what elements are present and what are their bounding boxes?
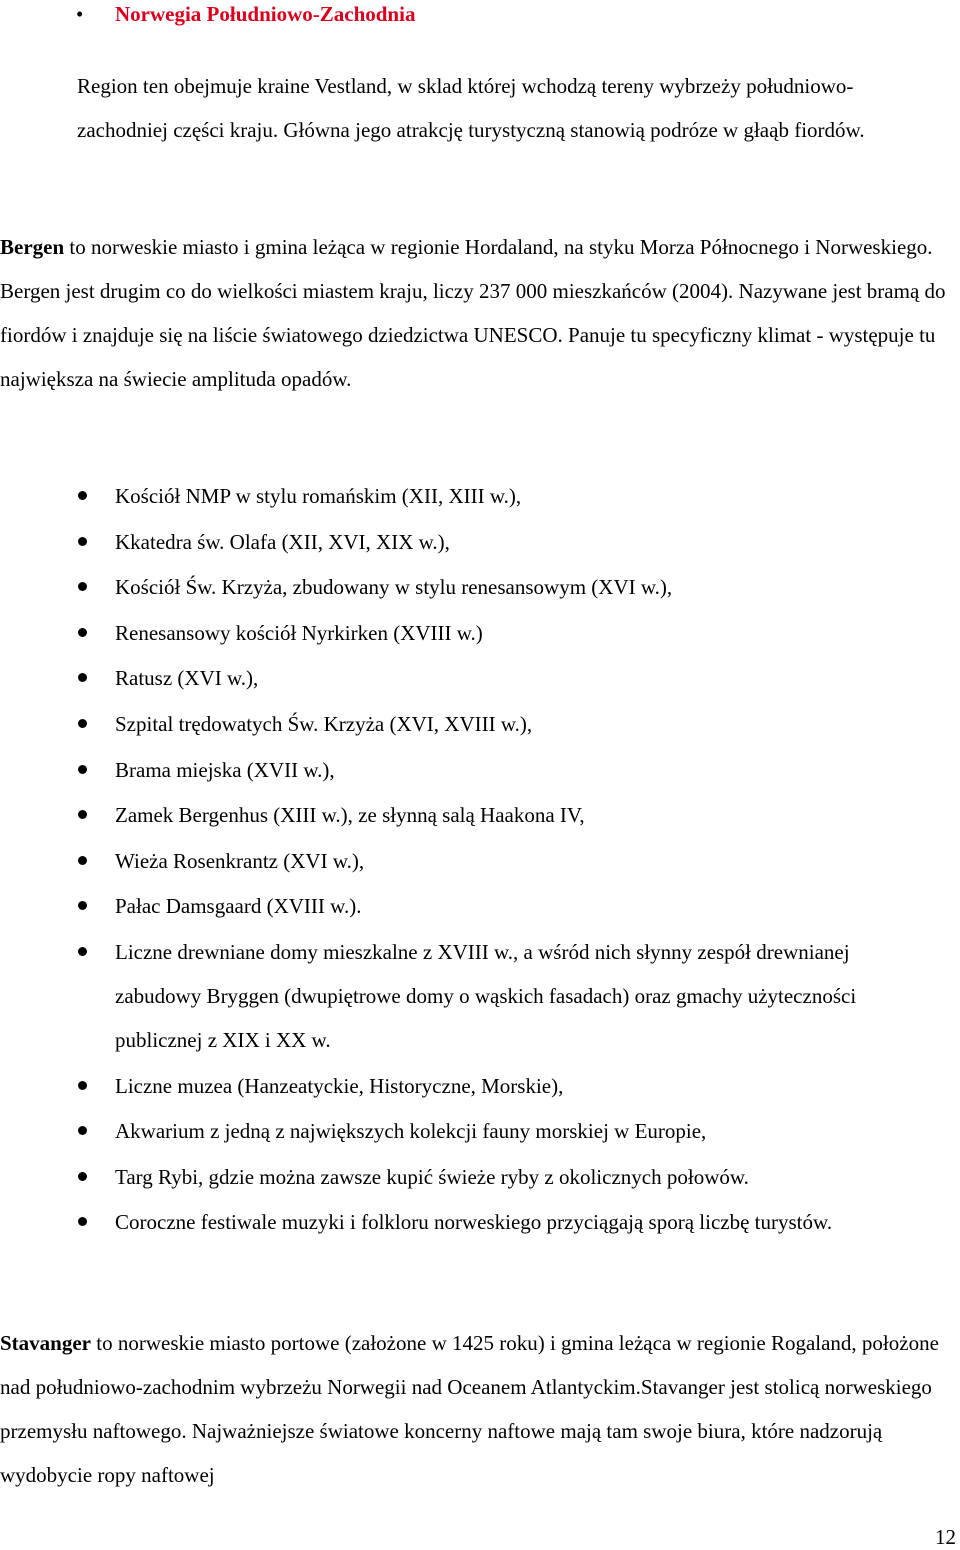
list-item: Coroczne festiwale muzyki i folkloru norweskiego przyciągają sporą liczbę turystów. — [0, 1200, 960, 1244]
bullet-icon — [78, 901, 87, 910]
list-item: Szpital trędowatych Św. Krzyża (XVI, XVIII w.), — [0, 702, 960, 746]
bullet-icon — [78, 1126, 87, 1135]
bergen-name: Bergen — [0, 235, 65, 259]
stavanger-name: Stavanger — [0, 1331, 91, 1355]
list-item: Zamek Bergenhus (XIII w.), ze słynną salą Haakona IV, — [0, 793, 960, 837]
list-item: Liczne muzea (Hanzeatyckie, Historyczne, Morskie), — [0, 1064, 960, 1108]
list-item: Kościół NMP w stylu romańskim (XII, XIII w.), — [0, 474, 960, 518]
bullet-icon — [78, 856, 87, 865]
bullet-icon — [78, 537, 87, 546]
bullet-icon — [78, 719, 87, 728]
list-item: Kkatedra św. Olafa (XII, XVI, XIX w.), — [0, 520, 960, 564]
bullet-icon — [78, 765, 87, 774]
bullet-icon — [78, 1081, 87, 1090]
list-item: Kościół Św. Krzyża, zbudowany w stylu renesansowym (XVI w.), — [0, 565, 960, 609]
bullet-icon — [78, 491, 87, 500]
page-number: 12 — [935, 1525, 956, 1549]
bullet-icon — [78, 810, 87, 819]
bergen-paragraph — [0, 225, 958, 401]
list-item: Liczne drewniane domy mieszkalne z XVIII w., a wśród nich słynny zespół drewnianej zabudowy Bryggen (dwupiętrowe domy o wąskich fasadach) oraz gmachy użyteczności publicznej z XIX i XX w. — [0, 930, 960, 1062]
list-item: Brama miejska (XVII w.), — [0, 748, 960, 792]
bullet-icon: • — [76, 2, 84, 26]
bergen-text: to norweskie miasto i gmina leżąca w regionie Hordaland, na styku Morza Północnego i Norweskiego. Bergen jest drugim co do wielkości miastem kraju, liczy 237 000 mieszkańców (2004). Nazywane jest bramą do fiordów i znajduje się na liście światowego dziedzictwa UNESCO. Panuje tu specyficzny klimat - występuje tu największa na świecie amplituda opadów. — [0, 235, 946, 391]
list-item: Ratusz (XVI w.), — [0, 656, 960, 700]
list-item: Renesansowy kościół Nyrkirken (XVIII w.) — [0, 611, 960, 655]
list-item: Pałac Damsgaard (XVIII w.). — [0, 884, 960, 928]
stavanger-text: to norweskie miasto portowe (założone w 1425 roku) i gmina leżąca w regionie Rogaland, położone nad południowo-zachodnim wybrzeżu Norwegii nad Oceanem Atlantyckim.Stavanger jest stolicą norweskiego przemysłu naftowego. Najważniejsze światowe koncerny naftowe mają tam swoje biura, które nadzorują wydobycie ropy naftowej — [0, 1331, 939, 1487]
bullet-icon — [78, 1172, 87, 1181]
stavanger-paragraph — [0, 1321, 958, 1497]
bullet-icon — [78, 947, 87, 956]
bullet-icon — [78, 1217, 87, 1226]
bullet-icon — [78, 673, 87, 682]
list-item: Targ Rybi, gdzie można zawsze kupić świeże ryby z okolicznych połowów. — [0, 1155, 960, 1199]
list-item: Wieża Rosenkrantz (XVI w.), — [0, 839, 960, 883]
section-title: Norwegia Południowo-Zachodnia — [115, 2, 416, 26]
bullet-icon — [78, 628, 87, 637]
attractions-list — [0, 474, 960, 1246]
intro-paragraph: Region ten obejmuje kraine Vestland, w sklad której wchodzą tereny wybrzeży południowo-zachodniej części kraju. Główna jego atrakcję turystyczną stanowią podróze w głaąb fiordów. — [77, 74, 865, 142]
list-item: Akwarium z jedną z największych kolekcji fauny morskiej w Europie, — [0, 1109, 960, 1153]
bullet-icon — [78, 582, 87, 591]
